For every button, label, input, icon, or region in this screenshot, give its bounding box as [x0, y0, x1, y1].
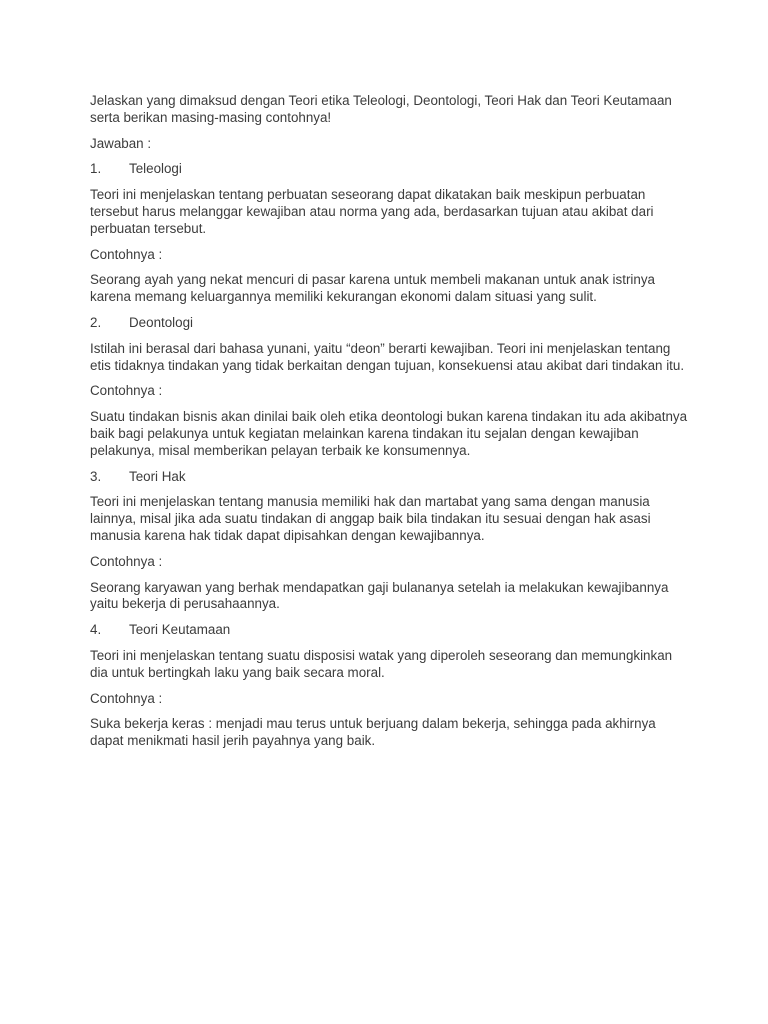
- section-number: 2.: [90, 314, 102, 330]
- example-label: Contohnya :: [90, 246, 163, 262]
- section-explanation: Istilah ini berasal dari bahasa yunani, yaitu “deon” berarti kewajiban. Teori ini menjelaskan tentang etis tidaknya tindakan yang tidak berkaitan dengan tujuan, konsekuensi atau akibat dari tindakan itu.: [90, 340, 685, 373]
- example-label: Contohnya :: [90, 383, 163, 399]
- section-number: 3.: [90, 468, 102, 484]
- example-label: Contohnya :: [90, 553, 163, 569]
- answer-label: Jawaban :: [90, 135, 152, 151]
- example-text: Seorang karyawan yang berhak mendapatkan gaji bulananya setelah ia melakukan kewajibannya yaitu bekerja di perusahaannya.: [90, 579, 669, 612]
- section-title: Teori Keutamaan: [129, 622, 231, 638]
- section-heading-teori-keutamaan: [90, 622, 690, 639]
- document-page: [90, 93, 690, 759]
- section-number: 1.: [90, 161, 102, 177]
- section-explanation: Teori ini menjelaskan tentang perbuatan seseorang dapat dikatakan baik meskipun perbuatan tersebut harus melanggar kewajiban atau norma yang ada, berdasarkan tujuan atau akibat dari perbuatan tersebut.: [90, 187, 654, 236]
- example-text: Suka bekerja keras : menjadi mau terus untuk berjuang dalam bekerja, sehingga pada akhirnya dapat menikmati hasil jerih payahnya yang baik.: [90, 716, 656, 749]
- question-text: Jelaskan yang dimaksud dengan Teori etika Teleologi, Deontologi, Teori Hak dan Teori Keutamaan serta berikan masing-masing contohnya!: [90, 93, 672, 125]
- section-explanation: Teori ini menjelaskan tentang manusia memiliki hak dan martabat yang sama dengan manusia lainnya, misal jika ada suatu tindakan di anggap baik bila tindakan itu sesuai dengan hak asasi manusia karena hak tidak dapat dipisahkan dengan kewajibannya.: [90, 494, 651, 543]
- example-label: Contohnya :: [90, 690, 163, 706]
- section-explanation: Teori ini menjelaskan tentang suatu disposisi watak yang diperoleh seseorang dan memungkinkan dia untuk bertingkah laku yang baik secara moral.: [90, 647, 673, 680]
- example-text: Suatu tindakan bisnis akan dinilai baik oleh etika deontologi bukan karena tindakan itu ada akibatnya baik bagi pelakunya untuk kegiatan melainkan karena tindakan itu sejalan dengan kewajiban pelakunya, misal memberikan pelayan terbaik ke konsumennya.: [90, 409, 688, 458]
- section-heading-deontologi: [90, 315, 690, 332]
- example-text: Seorang ayah yang nekat mencuri di pasar karena untuk membeli makanan untuk anak istrinya karena memang keluargannya memiliki kekurangan ekonomi dalam situasi yang sulit.: [90, 272, 655, 305]
- section-title: Teori Hak: [129, 468, 186, 484]
- section-number: 4.: [90, 622, 102, 638]
- section-heading-teleologi: [90, 161, 690, 178]
- section-title: Teleologi: [129, 161, 182, 177]
- section-title: Deontologi: [129, 314, 194, 330]
- section-heading-teori-hak: [90, 469, 690, 486]
